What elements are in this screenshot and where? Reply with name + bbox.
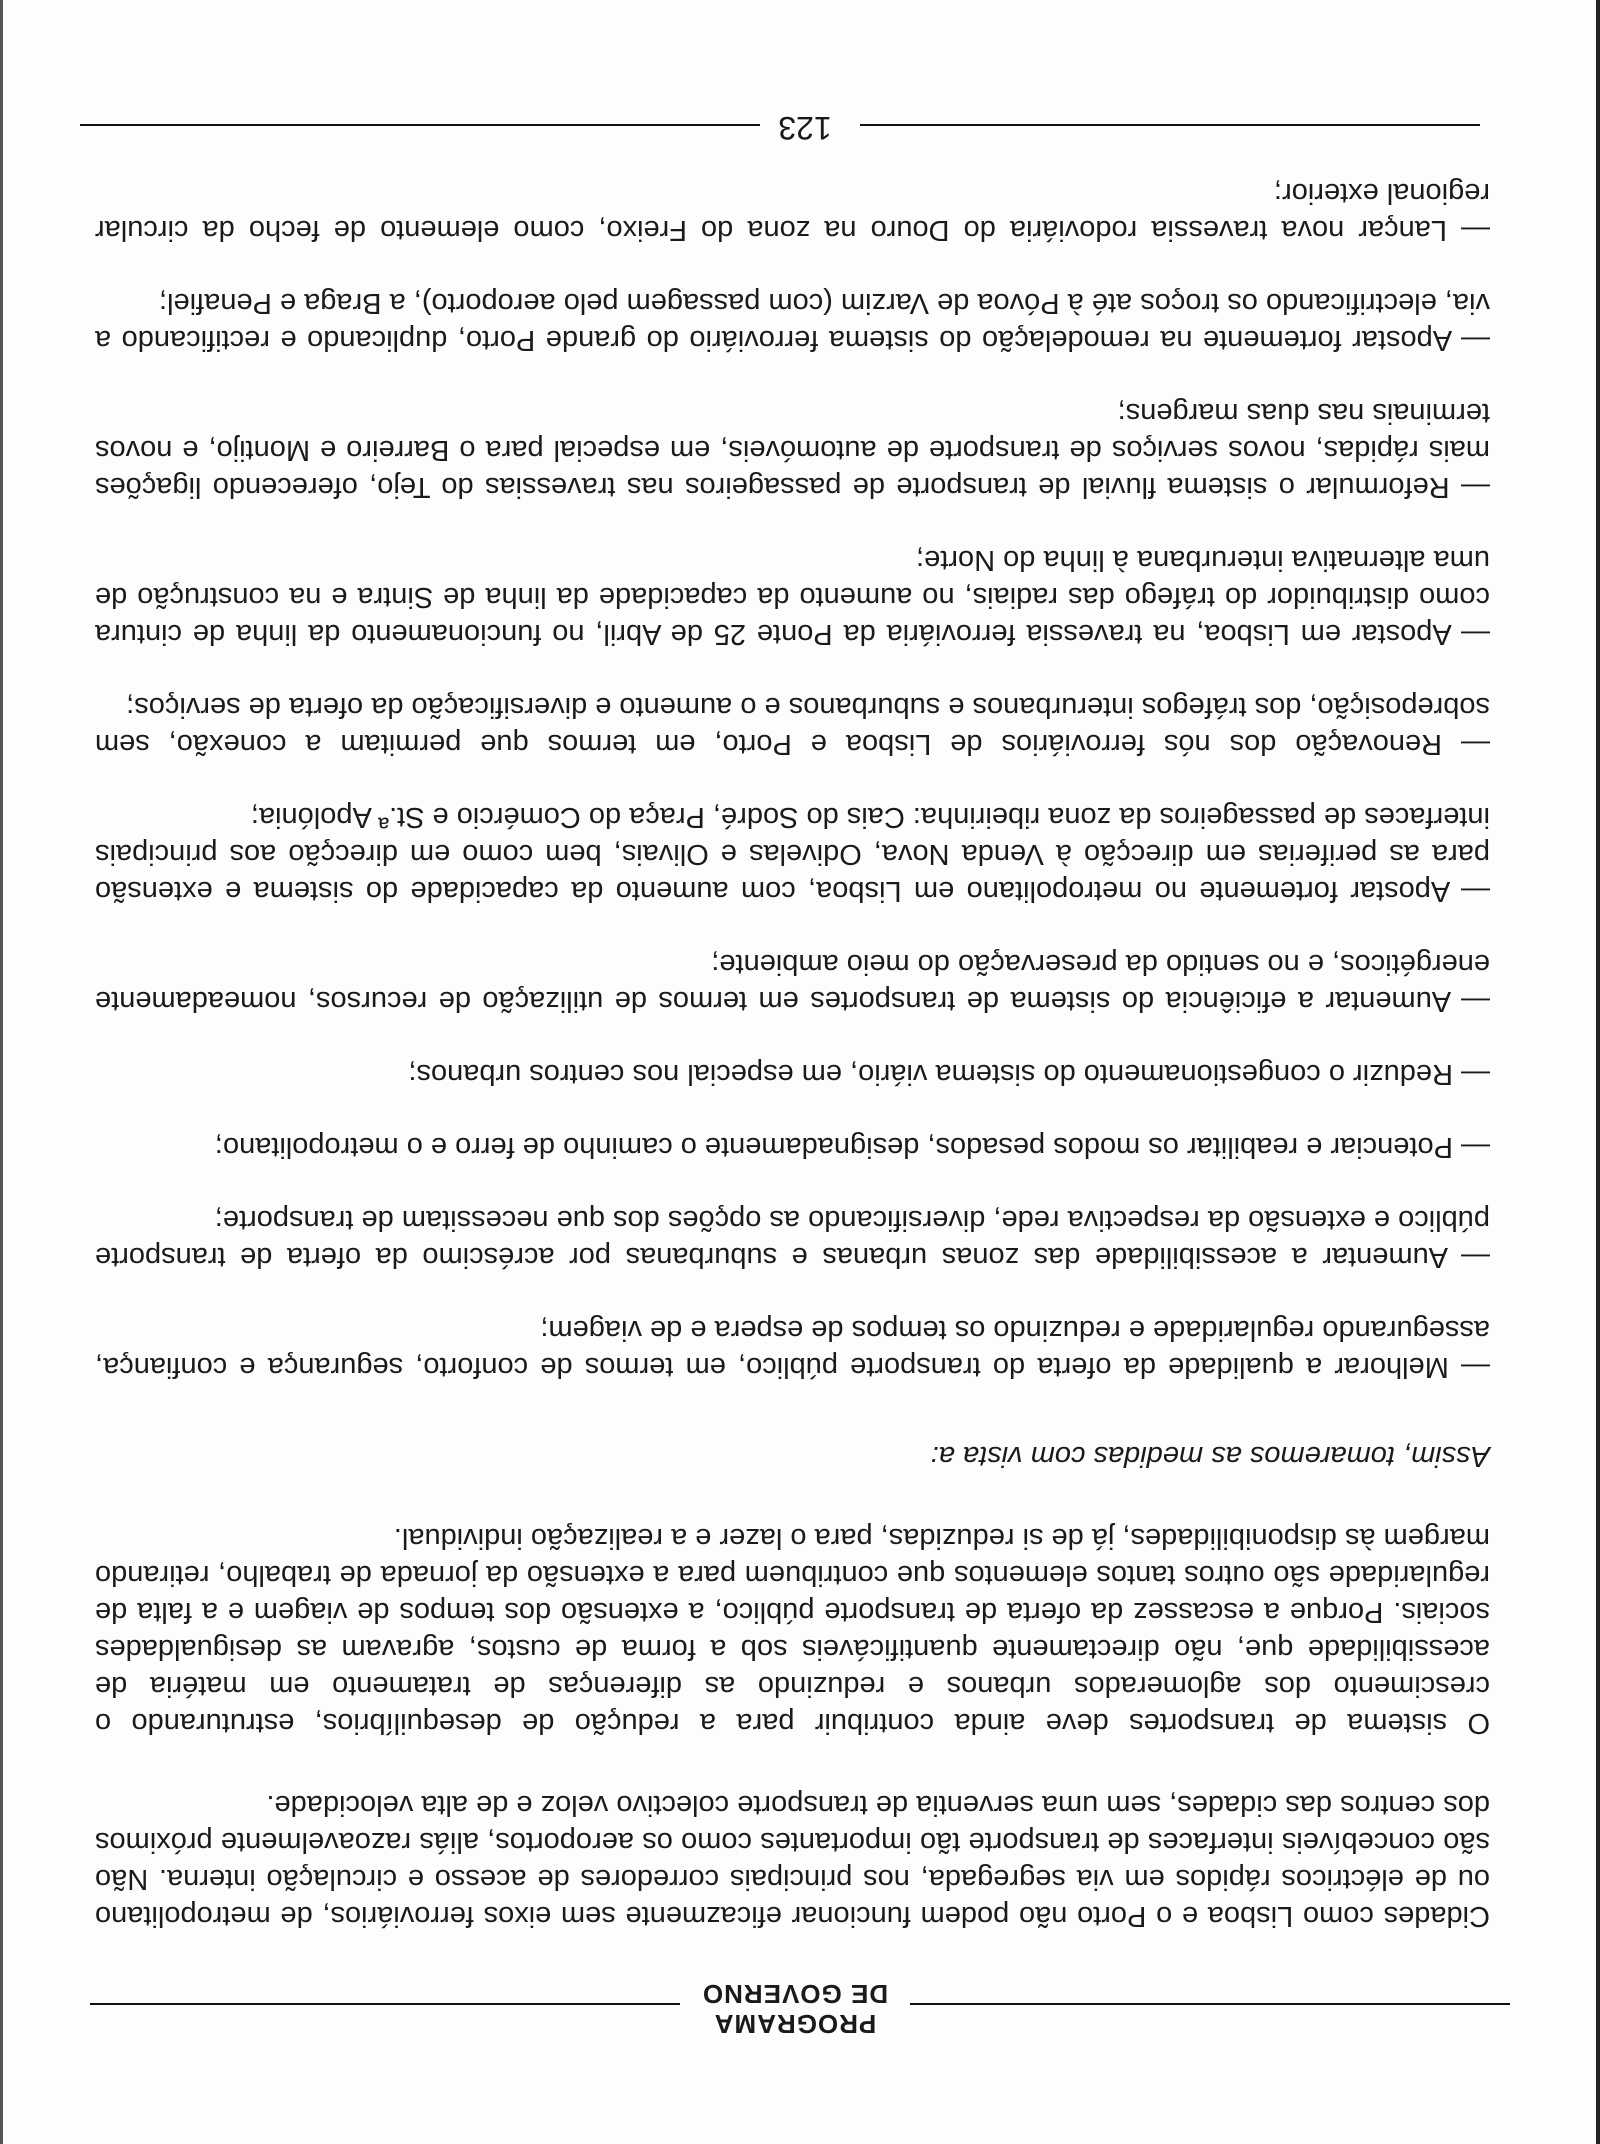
list-item: — Reduzir o congestionamento do sistema viário, em especial nos centros urbanos;	[408, 1058, 1490, 1090]
scan-edge-left	[1596, 0, 1600, 2144]
list-item: — Aumentar a acessibilidade das zonas urbanas e suburbanas por acréscimo da oferta de transporte público e extensão da respectiva rede, diversificando as opções dos que necessitam de transporte;	[95, 1204, 1490, 1273]
paragraph: Cidades como Lisboa e o Porto não podem funcionar eficazmente sem eixos ferroviários, de metropolitano ou de eléctricos rápidos em via segregada, nos principais corredores de acesso e circulação interna. Não são concebíveis interfaces de transporte tão importantes como os aeroportos, aliás razoavelmente próximos dos centros das cidades, sem uma serventia de transporte colectivo veloz e de alta velocidade.	[95, 1789, 1490, 1932]
list-item: — Renovação dos nós ferroviários de Lisboa e Porto, em termos que permitam a conexão, sem sobreposição, dos tráfegos interurbanos e suburbanos e o aumento e diversificação da oferta de serviços;	[95, 691, 1490, 760]
list-item: — Apostar fortemente no metropolitano em Lisboa, com aumento da capacidade do sistema e extensão para as periferias em direcção à Venda Nova, Odivelas e Olivais, bem como em direcção aos principais interfaces de passageiros da zona ribeirinha: Cais do Sodré, Praça do Comércio e St.ª Apolónia;	[95, 801, 1490, 907]
list-item: — Aumentar a eficiência do sistema de transportes em termos de utilização de recursos, nomeadamente energéticos, e no sentido da preservação do meio ambiente;	[95, 948, 1490, 1017]
page-footer	[80, 94, 1480, 154]
brand-title	[695, 1979, 895, 2039]
header-rule-left	[910, 2003, 1510, 2005]
page-header	[90, 1969, 1510, 2039]
brand-line-1: PROGRAMA	[713, 2009, 877, 2039]
measures-lead: Assim, tomaremos as medidas com vista a:	[930, 1440, 1490, 1472]
list-item: — Apostar fortemente na remodelação do sistema ferroviário do grande Porto, duplicando e rectificando a via, electrificando os troços até à Póvoa de Varzim (com passagem pelo aeroporto), a Braga e Penafiel;	[95, 287, 1490, 356]
list-item: — Reformular o sistema fluvial de transporte de passageiros nas travessias do Tejo, oferecendo ligações mais rápidas, novos serviços de transporte de automóveis, em especial para o Barreiro e Montijo, e novos terminais nas duas margens;	[95, 397, 1490, 503]
header-rule-right	[90, 2003, 680, 2005]
footer-rule-left	[860, 124, 1480, 126]
list-item: — Apostar em Lisboa, na travessia ferroviária da Ponte 25 de Abril, no funcionamento da linha de cintura como distribuidor do tráfego das radiais, no aumento da capacidade da linha de Sintra e na construção de uma alternativa interurbana à linha do Norte;	[95, 544, 1490, 650]
main-content	[95, 138, 1490, 1934]
measures-list	[95, 174, 1490, 1385]
footer-rule-right	[80, 124, 760, 126]
paragraph: O sistema de transportes deve ainda contribuir para a redução de desequilíbrios, estruturando o crescimento dos aglomerados urbanos e reduzindo as diferenças de tratamento em matéria de acessibilidade que, não directamente quantificáveis sob a forma de custos, agravam as desigualdades sociais. Porque a escassez da oferta de transporte público, a extensão dos tempos de viagem e a falta de regularidade são outros tantos elementos que contribuem para a extensão da jornada de trabalho, retirando margem às disponibilidades, já de si reduzidas, para o lazer e a realização individual.	[95, 1522, 1490, 1739]
page-number: 123	[778, 110, 832, 146]
list-item: — Melhorar a qualidade da oferta do transporte público, em termos de conforto, segurança e confiança, assegurando regularidade e reduzindo os tempos de espera e de viagem;	[95, 1314, 1490, 1383]
brand-line-2: DE GOVERNO	[701, 1979, 889, 2009]
list-item: — Lançar nova travessia rodoviária do Douro na zona do Freixo, como elemento de fecho da circular regional exterior;	[95, 177, 1490, 246]
scan-edge-right	[0, 0, 3, 2144]
list-item: — Potenciar e reabilitar os modos pesados, designadamente o caminho de ferro e o metropolitano;	[214, 1131, 1490, 1163]
